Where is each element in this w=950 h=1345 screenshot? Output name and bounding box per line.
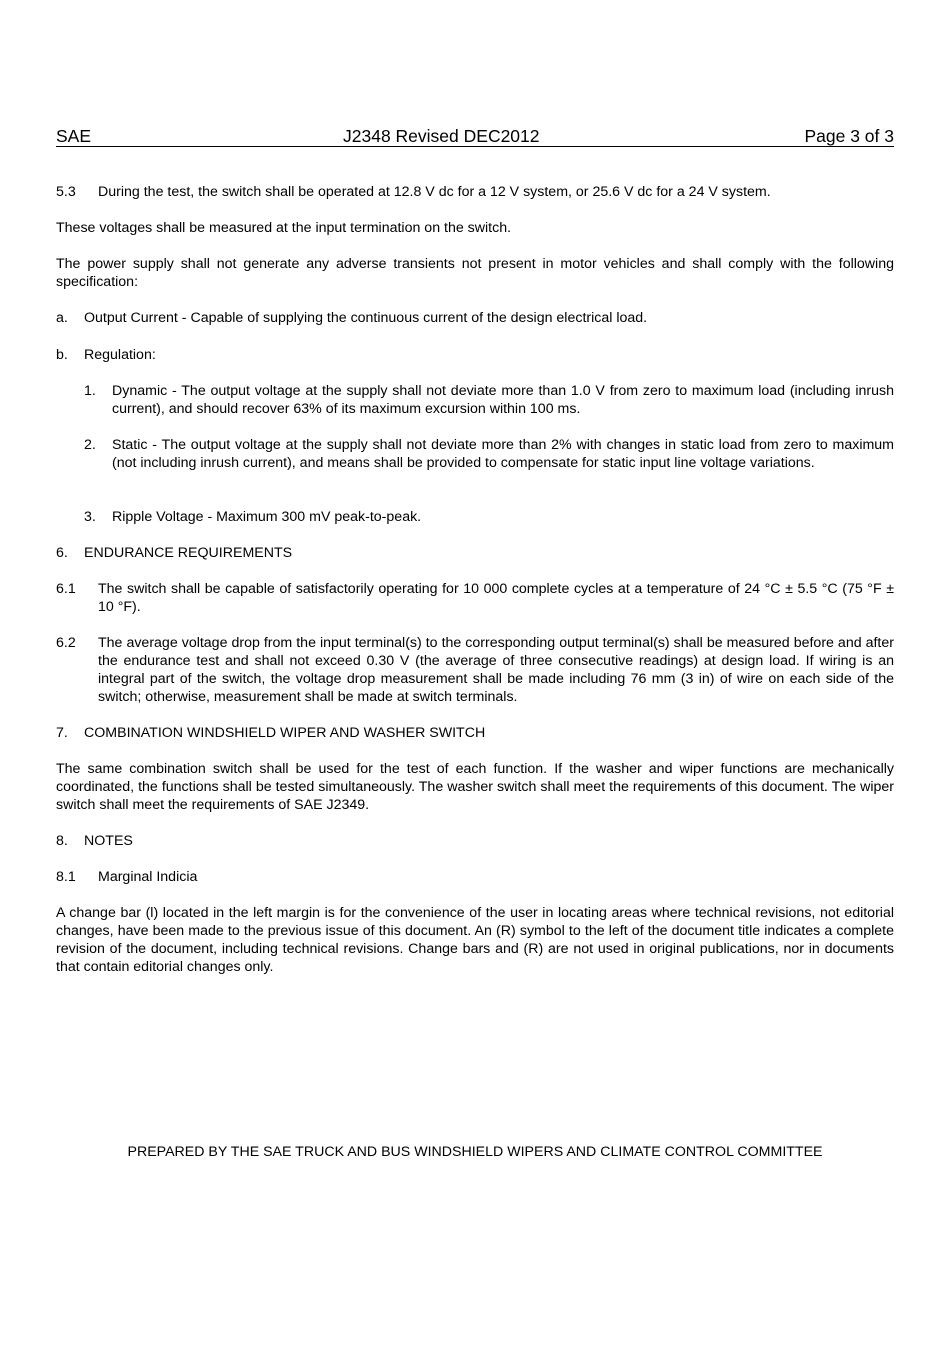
list-label: a.	[56, 310, 68, 326]
section-title: COMBINATION WINDSHIELD WIPER AND WASHER SWITCH	[84, 725, 486, 741]
page-header	[56, 126, 894, 147]
header-org: SAE	[56, 126, 92, 146]
paragraph-change-bar: A change bar (l) located in the left margin is for the convenience of the user in locating areas where technical revisions, not editorial changes, have been made to the previous issue of this document. An (R) symbol to the left of the document title indicates a complete revision of the document, including technical revisions. Change bars and (R) are not used in original publications, nor in documents that contain editorial changes only.	[56, 905, 894, 975]
list-text: Regulation:	[84, 347, 156, 363]
paragraph-combination-switch: The same combination switch shall be used for the test of each function. If the washer and wiper functions are mechanically coordinated, the functions shall be tested simultaneously. The washer switch shall meet the requirements of this document. The wiper switch shall meet the requirements of SAE J2349.	[56, 761, 894, 813]
section-text: During the test, the switch shall be operated at 12.8 V dc for a 12 V system, or 25.6 V dc for a 24 V system.	[98, 184, 771, 200]
list-label: b.	[56, 347, 68, 363]
list-label: 1.	[84, 383, 96, 399]
section-number: 7.	[56, 725, 68, 741]
list-label: 2.	[84, 437, 96, 453]
section-number: 6.1	[56, 581, 76, 597]
list-text: Static - The output voltage at the supply shall not deviate more than 2% with changes in static load from zero to maximum (not including inrush current), and means shall be provided to compensate for static input line voltage variations.	[112, 437, 894, 471]
list-text: Output Current - Capable of supplying the continuous current of the design electrical load.	[84, 310, 648, 326]
section-number: 8.1	[56, 869, 76, 885]
header-page-number: Page 3 of 3	[804, 126, 894, 146]
header-doc-id: J2348 Revised DEC2012	[343, 126, 540, 146]
paragraph-power-supply: The power supply shall not generate any adverse transients not present in motor vehicles and shall comply with the following specification:	[56, 256, 894, 290]
section-title: ENDURANCE REQUIREMENTS	[84, 545, 293, 561]
paragraph-voltages: These voltages shall be measured at the input termination on the switch.	[56, 220, 512, 236]
section-title: Marginal Indicia	[98, 869, 198, 885]
section-title: NOTES	[84, 833, 133, 849]
section-number: 6.2	[56, 635, 76, 651]
section-text: The switch shall be capable of satisfactorily operating for 10 000 complete cycles at a temperature of 24 °C ± 5.5 °C (75 °F ± 10 °F).	[98, 581, 894, 615]
section-number: 5.3	[56, 184, 76, 200]
list-text: Dynamic - The output voltage at the supply shall not deviate more than 1.0 V from zero to maximum load (including inrush current), and should recover 63% of its maximum excursion within 100 ms.	[112, 383, 894, 417]
list-text: Ripple Voltage - Maximum 300 mV peak-to-peak.	[112, 509, 422, 525]
section-text: The average voltage drop from the input terminal(s) to the corresponding output terminal(s) shall be measured before and after the endurance test and shall not exceed 0.30 V (the average of three consecutive readings) at design load. If wiring is an integral part of the switch, the voltage drop measurement shall be made including 76 mm (3 in) of wire on each side of the switch; otherwise, measurement shall be made at switch terminals.	[98, 635, 894, 705]
section-number: 8.	[56, 833, 68, 849]
committee-footer: PREPARED BY THE SAE TRUCK AND BUS WINDSHIELD WIPERS AND CLIMATE CONTROL COMMITTEE	[127, 1144, 823, 1160]
section-number: 6.	[56, 545, 68, 561]
list-label: 3.	[84, 509, 96, 525]
